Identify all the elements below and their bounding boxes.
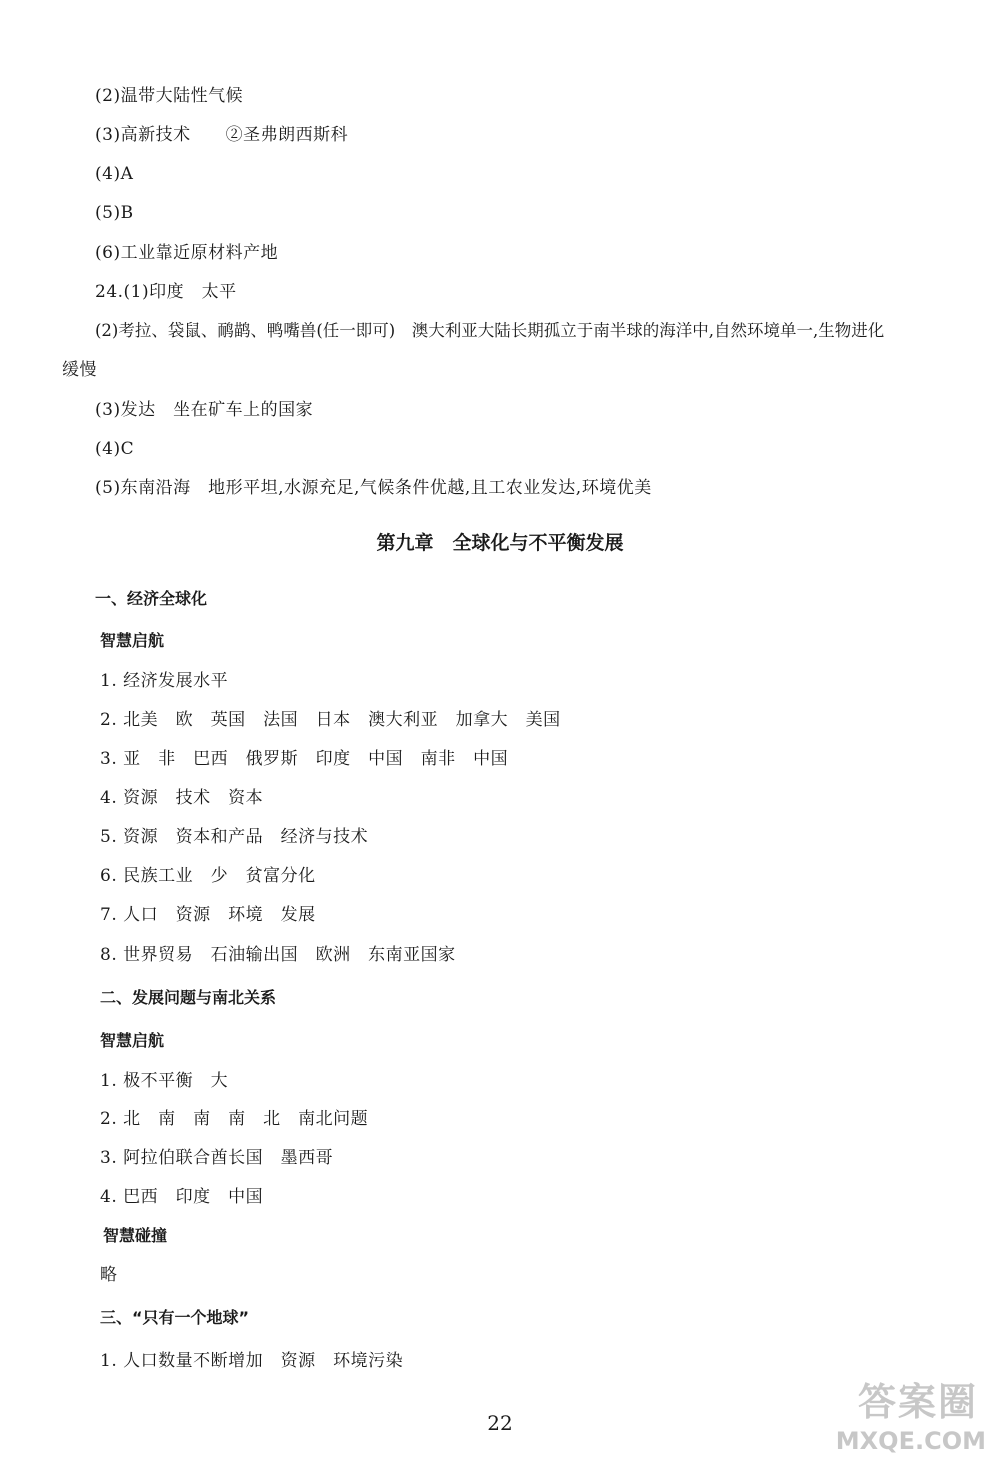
answer-line: 2. 北美 欧 英国 法国 日本 澳大利亚 加拿大 美国 [100,710,561,730]
answer-line: 24.(1)印度 太平 [95,282,237,302]
answer-line: 4. 资源 技术 资本 [100,788,264,808]
answer-line: (4)A [95,164,134,184]
answer-line: (4)C [95,439,135,459]
answer-line: 略 [100,1265,118,1285]
subsection-title: 智慧启航 [100,1031,165,1050]
watermark-url: MXQE.COM [835,1427,986,1455]
answer-line: 缓慢 [62,360,97,380]
answer-line: 6. 民族工业 少 贫富分化 [100,866,316,886]
answer-line: (3)发达 坐在矿车上的国家 [95,400,314,420]
answer-line: 3. 亚 非 巴西 俄罗斯 印度 中国 南非 中国 [100,749,509,769]
answer-line: 3. 阿拉伯联合酋长国 墨西哥 [100,1148,334,1168]
section-title: 二、发展问题与南北关系 [100,988,277,1007]
answer-line: 8. 世界贸易 石油输出国 欧洲 东南亚国家 [100,945,456,965]
answer-line: 7. 人口 资源 环境 发展 [100,905,316,925]
answer-line: 1. 人口数量不断增加 资源 环境污染 [100,1351,404,1371]
answer-line: (6)工业靠近原材料产地 [95,243,279,263]
chapter-title: 第九章 全球化与不平衡发展 [376,532,624,554]
answer-line: 1. 极不平衡 大 [100,1071,229,1091]
answer-line: 4. 巴西 印度 中国 [100,1187,264,1207]
answer-line: (2)考拉、袋鼠、鸸鹋、鸭嘴兽(任一即可) 澳大利亚大陆长期孤立于南半球的海洋中,自然环境单一,生物进化 [95,321,885,340]
answer-line: (5)东南沿海 地形平坦,水源充足,气候条件优越,且工农业发达,环境优美 [95,478,652,498]
section-title: 一、经济全球化 [95,589,208,608]
subsection-title: 智慧启航 [100,631,165,650]
section-title: 三、“只有一个地球” [100,1308,250,1327]
subsection-title: 智慧碰撞 [103,1226,168,1245]
watermark-logo [796,1371,986,1455]
answer-line: 1. 经济发展水平 [100,671,229,691]
answer-line: (2)温带大陆性气候 [95,86,244,106]
answer-line: 2. 北 南 南 南 北 南北问题 [100,1109,369,1129]
answer-line: 5. 资源 资本和产品 经济与技术 [100,827,369,847]
answer-line: (5)B [95,203,134,223]
watermark-logo-text: 答案圈 [857,1380,978,1424]
page-number: 22 [487,1411,513,1435]
answer-line: (3)高新技术 ②圣弗朗西斯科 [95,125,349,145]
